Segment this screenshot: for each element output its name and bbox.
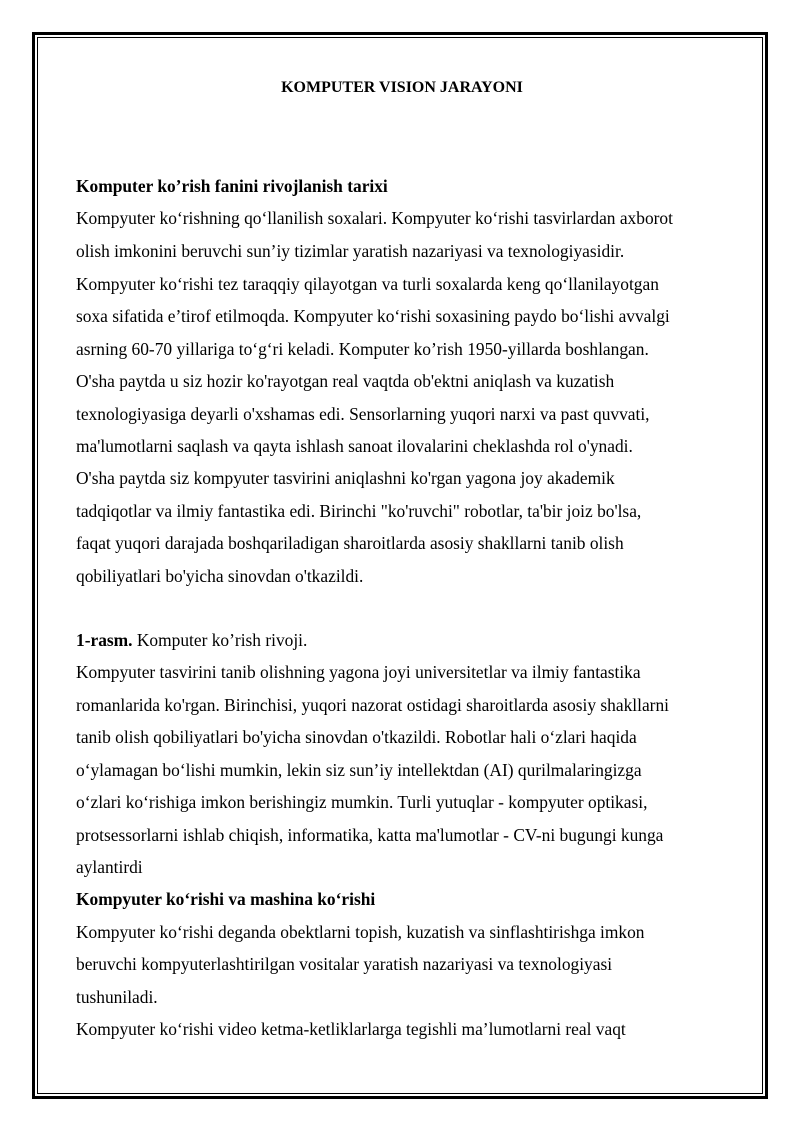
paragraph-line: aylantirdi (76, 857, 143, 877)
paragraph-line: Kompyuter ko‘rishi deganda obektlarni topish, kuzatish va sinflashtirishga imkon (76, 922, 645, 942)
paragraph-line: o‘zlari ko‘rishiga imkon berishingiz mumkin. Turli yutuqlar - kompyuter optikasi, (76, 792, 648, 812)
paragraph-line: Kompyuter tasvirini tanib olishning yagona joyi universitetlar va ilmiy fantastika (76, 662, 641, 682)
paragraph-line: soxa sifatida e’tirof etilmoqda. Kompyuter ko‘rishi soxasining paydo bo‘lishi avvalgi (76, 306, 670, 326)
document-title: KOMPUTER VISION JARAYONI (281, 79, 523, 96)
paragraph-line: faqat yuqori darajada boshqariladigan sharoitlarda asosiy shakllarni tanib olish (76, 533, 624, 553)
paragraph-line: tanib olish qobiliyatlari bo'yicha sinovdan o'tkazildi. Robotlar hali o‘zlari haqida (76, 727, 637, 747)
paragraph-line: qobiliyatlari bo'yicha sinovdan o'tkazildi. (76, 566, 364, 586)
paragraph-line: ma'lumotlarni saqlash va qayta ishlash sanoat ilovalarini cheklashda rol o'ynadi. (76, 436, 633, 456)
paragraph-line: olish imkonini beruvchi sun’iy tizimlar yaratish nazariyasi va texnologiyasidir. (76, 241, 625, 261)
paragraph-line: Kompyuter ko‘rishning qo‘llanilish soxalari. Kompyuter ko‘rishi tasvirlardan axborot (76, 208, 673, 228)
paragraph-line: texnologiyasiga deyarli o'xshamas edi. Sensorlarning yuqori narxi va past quvvati, (76, 404, 650, 424)
paragraph-line: protsessorlarni ishlab chiqish, informatika, katta ma'lumotlar - CV-ni bugungi kunga (76, 825, 664, 845)
section-heading-history: Komputer ko’rish fanini rivojlanish tarixi (76, 176, 388, 196)
paragraph-line: tadqiqotlar va ilmiy fantastika edi. Birinchi "ko'ruvchi" robotlar, ta'bir joiz bo'lsa, (76, 501, 642, 521)
figure-label: 1-rasm. (76, 630, 133, 650)
paragraph-line: beruvchi kompyuterlashtirilgan vositalar yaratish nazariyasi va texnologiyasi (76, 954, 613, 974)
section-heading-comparison: Kompyuter ko‘rishi va mashina ko‘rishi (76, 889, 376, 909)
paragraph-line: romanlarida ko'rgan. Birinchisi, yuqori nazorat ostidagi sharoitlarda asosiy shakllarni (76, 695, 669, 715)
figure-caption (76, 629, 307, 651)
figure-caption-text: Komputer ko’rish rivoji. (132, 630, 308, 650)
paragraph-line: o‘ylamagan bo‘lishi mumkin, lekin siz sun’iy intellektdan (AI) qurilmalaringizga (76, 760, 642, 780)
paragraph-line: tushuniladi. (76, 987, 158, 1007)
paragraph-line: O'sha paytda u siz hozir ko'rayotgan real vaqtda ob'ektni aniqlash va kuzatish (76, 371, 615, 391)
paragraph-line: Kompyuter ko‘rishi video ketma-ketliklarlarga tegishli ma’lumotlarni real vaqt (76, 1019, 626, 1039)
paragraph-line: Kompyuter ko‘rishi tez taraqqiy qilayotgan va turli soxalarda keng qo‘llanilayotgan (76, 274, 659, 294)
paragraph-line: asrning 60-70 yillariga to‘g‘ri keladi. Komputer ko’rish 1950-yillarda boshlangan. (76, 339, 649, 359)
paragraph-line: O'sha paytda siz kompyuter tasvirini aniqlashni ko'rgan yagona joy akademik (76, 468, 615, 488)
